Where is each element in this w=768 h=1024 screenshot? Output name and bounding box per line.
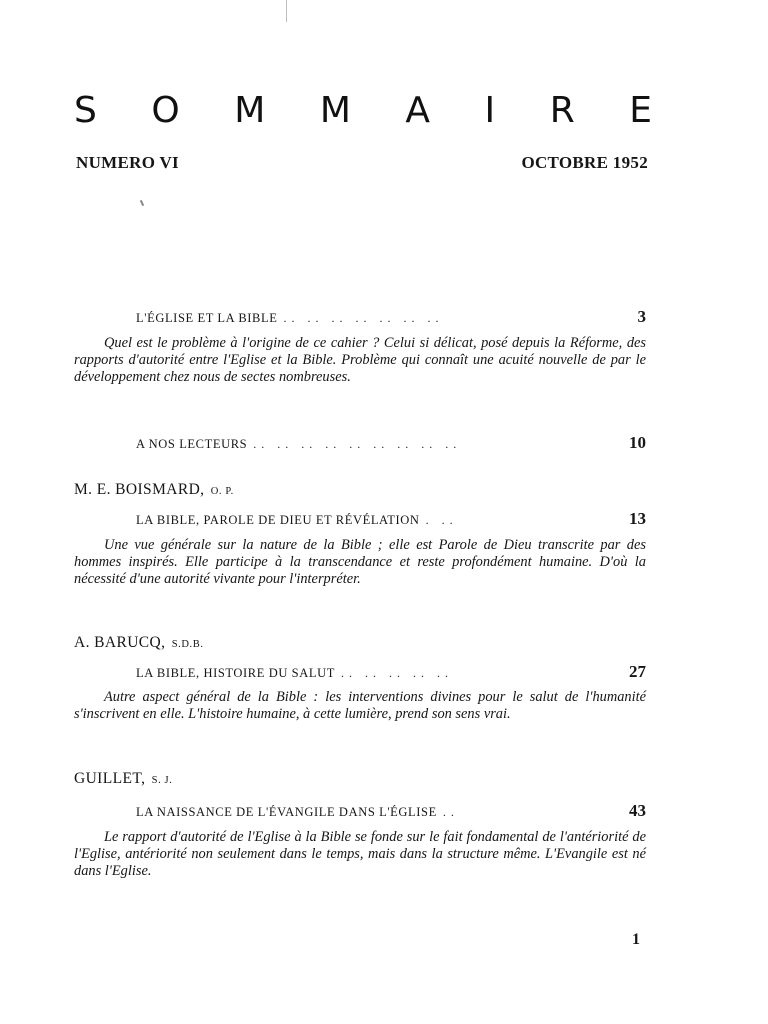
- summary-text: Une vue générale sur la nature de la Bible ; elle est Parole de Dieu transcrite par des hommes inspirés. Elle participe à la transcendance et reste profondément humaine. D'où la nécessité d'une autorité vivante pour l'interpréter.: [74, 537, 646, 587]
- title-letter: R: [549, 90, 575, 131]
- author-order: S. J.: [151, 775, 173, 786]
- title-letter: S: [74, 90, 97, 131]
- title-letter: O: [151, 90, 180, 131]
- toc-entry-a-nos-lecteurs[interactable]: [136, 433, 646, 453]
- author-name: A. BARUCQ,: [74, 634, 166, 651]
- issue-row: [76, 153, 648, 173]
- toc-entry-parole-de-dieu[interactable]: [136, 509, 646, 529]
- leader-dots: . ..: [425, 513, 458, 527]
- title-letter: E: [629, 90, 652, 131]
- author-barucq: [74, 634, 204, 652]
- entry-summary: [74, 335, 646, 386]
- summary-text: Autre aspect général de la Bible : les interventions divines pour le salut de l'humanité s'inscrivent en elle. L'histoire humaine, à cette lumière, prend son sens vrai.: [74, 689, 646, 722]
- entry-summary: [74, 537, 646, 588]
- toc-page-number: 13: [629, 509, 646, 528]
- toc-entry-histoire-du-salut[interactable]: [136, 662, 646, 682]
- summary-text: Le rapport d'autorité de l'Eglise à la Bible se fonde sur le fait fondamental de l'antériorité de l'Eglise, antériorité non seulement dans le temps, mais dans la structure même. L'Evangile est né dans l'Eglise.: [74, 829, 646, 879]
- title-letter: A: [405, 90, 431, 131]
- page-folio: 1: [632, 931, 640, 948]
- scan-speck: [140, 200, 144, 206]
- leader-dots: ..: [442, 805, 459, 819]
- entry-summary: [74, 829, 646, 880]
- toc-entry-title: L'ÉGLISE ET LA BIBLE: [136, 311, 278, 325]
- leader-dots: .. .. .. .. .. .. .. .. ..: [253, 437, 462, 451]
- toc-page-number: 3: [637, 307, 646, 326]
- toc-entry-title: LA BIBLE, HISTOIRE DU SALUT: [136, 666, 335, 680]
- toc-entry-title: LA NAISSANCE DE L'ÉVANGILE DANS L'ÉGLISE: [136, 805, 437, 819]
- author-name: M. E. BOISMARD,: [74, 481, 205, 498]
- author-order: S.D.B.: [171, 639, 204, 650]
- author-guillet: [74, 770, 172, 788]
- toc-page-number: 43: [629, 801, 646, 820]
- scan-mark: [286, 0, 287, 22]
- title-letter: I: [484, 90, 496, 131]
- author-order: O. P.: [210, 486, 234, 497]
- toc-entry-title: A NOS LECTEURS: [136, 437, 248, 451]
- toc-entry-eglise-bible[interactable]: [136, 307, 646, 327]
- issue-number: NUMERO VI: [76, 153, 179, 172]
- summary-text: Quel est le problème à l'origine de ce cahier ? Celui si délicat, posé depuis la Réforme, des rapports d'autorité entre l'Eglise et la Bible. Problème qui connaît une acuité nouvelle de par le développement chez nous de sectes nombreuses.: [74, 335, 646, 385]
- author-boismard: [74, 481, 234, 499]
- toc-page-number: 10: [629, 433, 646, 452]
- issue-date: OCTOBRE 1952: [521, 153, 648, 172]
- leader-dots: .. .. .. .. .. .. ..: [283, 311, 444, 325]
- leader-dots: .. .. .. .. ..: [340, 666, 453, 680]
- title-letter: M: [319, 90, 351, 131]
- entry-summary: [74, 689, 646, 723]
- toc-entry-title: LA BIBLE, PAROLE DE DIEU ET RÉVÉLATION: [136, 513, 420, 527]
- page-title: [74, 90, 652, 131]
- toc-entry-naissance-evangile[interactable]: [136, 801, 646, 821]
- author-name: GUILLET,: [74, 770, 146, 787]
- toc-page-number: 27: [629, 662, 646, 681]
- title-letter: M: [234, 90, 266, 131]
